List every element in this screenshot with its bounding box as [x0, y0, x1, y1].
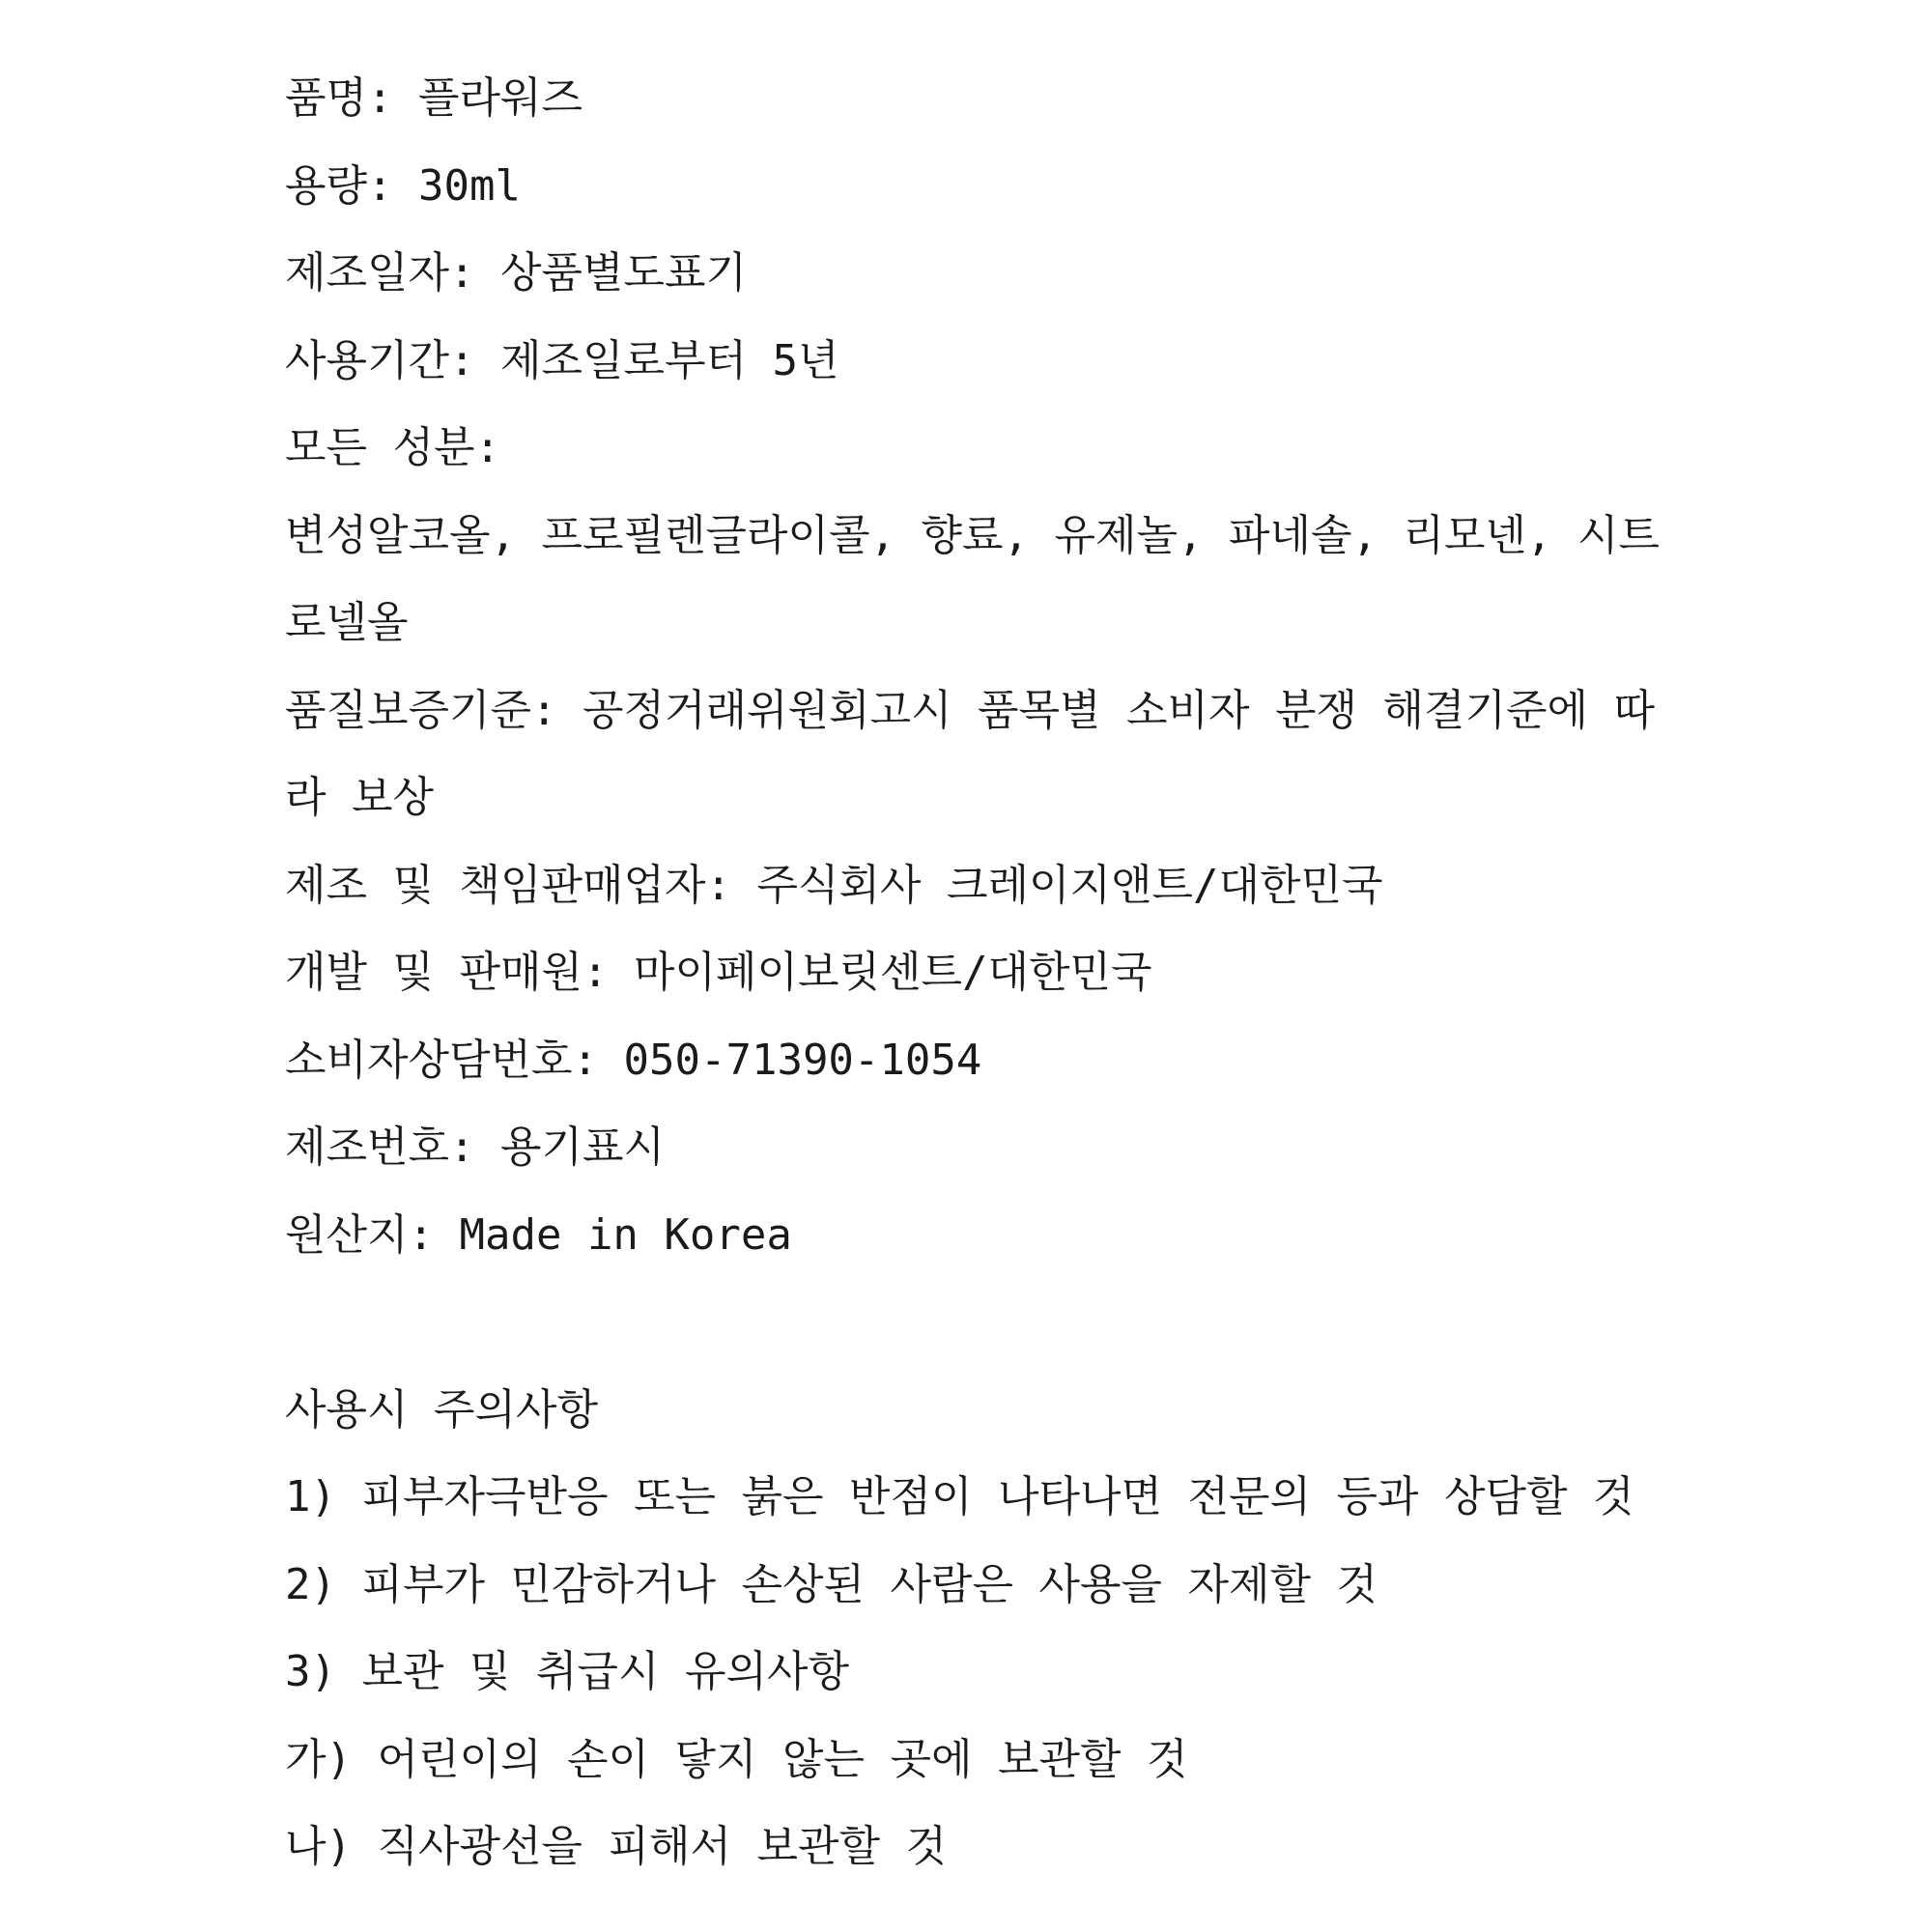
usage-period-line: 사용기간: 제조일로부터 5년	[285, 335, 839, 385]
product-label-document	[285, 68, 1666, 1904]
precaution-item-3a: 가) 어린이의 손이 닿지 않는 곳에 보관할 것	[285, 1734, 1188, 1784]
precaution-item-2: 2) 피부가 민감하거나 손상된 사람은 사용을 자제할 것	[285, 1559, 1378, 1609]
developer-seller-line: 개발 및 판매원: 마이페이보릿센트/대한민국	[285, 948, 1152, 997]
section-spacer	[285, 1292, 1666, 1379]
precaution-item-3b: 나) 직사광선을 피해서 보관할 것	[285, 1822, 948, 1871]
ingredients-line-2: 로넬올	[285, 598, 409, 647]
consumer-phone-line: 소비자상담번호: 050-71390-1054	[285, 1035, 982, 1085]
manufacture-date-line: 제조일자: 상품별도표기	[285, 248, 748, 298]
quality-guarantee-line-2: 라 보상	[285, 773, 435, 822]
precaution-item-3: 3) 보관 및 취급시 유의사항	[285, 1647, 849, 1696]
ingredients-label: 모든 성분:	[285, 423, 500, 472]
origin-line: 원산지: Made in Korea	[285, 1209, 792, 1260]
volume-line: 용량: 30ml	[285, 160, 521, 211]
lot-number-line: 제조번호: 용기표시	[285, 1122, 666, 1172]
manufacturer-line: 제조 및 책임판매업자: 주식회사 크레이지앤트/대한민국	[285, 860, 1383, 910]
precautions-heading: 사용시 주의사항	[285, 1384, 599, 1435]
product-name-line: 품명: 플라워즈	[285, 73, 583, 123]
ingredients-line-1: 변성알코올, 프로필렌글라이콜, 향료, 유제놀, 파네솔, 리모넨, 시트	[285, 510, 1660, 560]
quality-guarantee-line-1: 품질보증기준: 공정거래위원회고시 품목별 소비자 분쟁 해결기준에 따	[285, 685, 1656, 735]
precaution-item-1: 1) 피부자극반응 또는 붉은 반점이 나타나면 전문의 등과 상담할 것	[285, 1472, 1634, 1521]
